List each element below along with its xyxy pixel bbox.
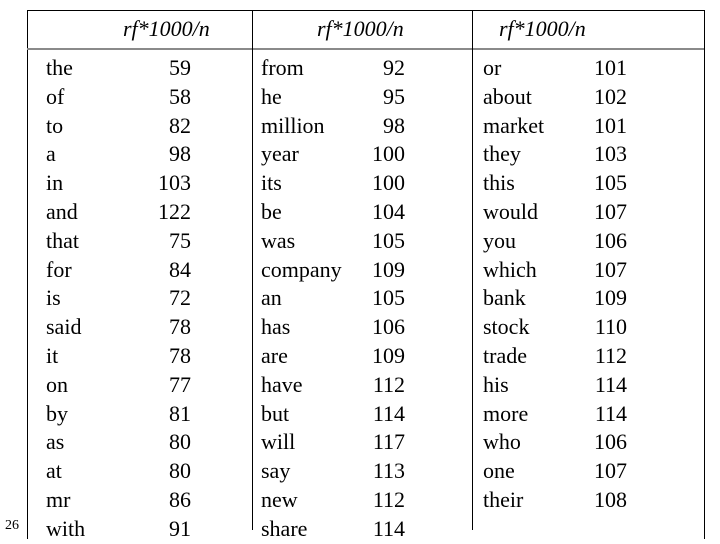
table-row — [261, 83, 461, 112]
table-row — [46, 140, 236, 169]
word-cell: that — [46, 227, 79, 253]
table-row — [483, 83, 683, 112]
value-cell: 108 — [594, 486, 627, 512]
word-cell: this — [483, 170, 515, 196]
value-cell: 114 — [372, 400, 405, 426]
table-row — [261, 140, 461, 169]
value-cell: 110 — [594, 314, 627, 340]
table-row — [46, 428, 236, 457]
table-row — [261, 428, 461, 457]
word-cell: will — [261, 429, 296, 455]
word-cell: trade — [483, 342, 527, 368]
value-cell: 114 — [594, 400, 627, 426]
word-cell: from — [261, 55, 304, 80]
table-row — [483, 256, 683, 285]
value-cell: 101 — [594, 112, 627, 138]
word-cell: by — [46, 400, 68, 426]
value-cell: 112 — [372, 486, 405, 512]
value-cell: 100 — [372, 170, 405, 196]
word-cell: but — [261, 400, 290, 426]
word-cell: million — [261, 112, 325, 138]
slide-number: 26 — [5, 518, 19, 533]
word-cell: on — [46, 371, 68, 397]
word-cell: have — [261, 371, 303, 397]
value-cell: 106 — [372, 314, 405, 340]
table-row — [483, 284, 683, 313]
table-row — [483, 54, 683, 83]
word-cell: year — [261, 141, 299, 167]
value-cell: 117 — [372, 429, 405, 455]
column-header-2: rf*1000/n — [317, 16, 404, 41]
word-cell: are — [261, 342, 288, 368]
table-row — [483, 140, 683, 169]
word-cell: its — [261, 170, 282, 196]
word-cell: new — [261, 486, 298, 512]
word-cell: who — [483, 429, 521, 455]
value-cell: 100 — [372, 141, 405, 167]
word-cell: share — [261, 515, 308, 541]
table-row — [261, 284, 461, 313]
value-cell: 103 — [594, 141, 627, 167]
table-row — [483, 457, 683, 486]
word-cell: said — [46, 314, 82, 340]
word-cell: about — [483, 83, 532, 109]
word-cell: which — [483, 256, 537, 282]
value-cell: 107 — [594, 458, 627, 484]
table-row — [261, 457, 461, 486]
word-cell: their — [483, 486, 524, 512]
table-row — [261, 169, 461, 198]
table-row — [261, 227, 461, 256]
table-row — [46, 227, 236, 256]
word-cell: the — [46, 55, 73, 80]
table-row — [46, 112, 236, 141]
table-row — [46, 83, 236, 112]
value-cell: 80 — [169, 429, 191, 455]
word-cell: stock — [483, 314, 530, 340]
table-row — [261, 256, 461, 285]
table-row — [46, 515, 236, 544]
word-cell: with — [46, 515, 86, 541]
value-cell: 112 — [372, 371, 405, 397]
value-cell: 77 — [169, 371, 191, 397]
value-cell: 109 — [372, 256, 405, 282]
value-cell: 114 — [594, 371, 627, 397]
table-row — [483, 428, 683, 457]
word-cell: he — [261, 83, 282, 109]
table-row — [483, 112, 683, 141]
value-cell: 84 — [169, 256, 191, 282]
table-row — [46, 342, 236, 371]
value-cell: 103 — [158, 170, 191, 196]
value-cell: 114 — [372, 515, 405, 541]
word-cell: of — [46, 83, 65, 109]
value-cell: 109 — [594, 285, 627, 311]
table-row — [483, 342, 683, 371]
word-cell: was — [261, 227, 296, 253]
word-cell: as — [46, 429, 65, 455]
word-cell: market — [483, 112, 545, 138]
word-cell: in — [46, 170, 64, 196]
table-row — [46, 198, 236, 227]
value-cell: 122 — [158, 198, 191, 224]
value-cell: 105 — [594, 170, 627, 196]
word-cell: company — [261, 256, 342, 282]
word-cell: or — [483, 55, 502, 80]
column-divider-2 — [472, 10, 473, 530]
table-row — [46, 256, 236, 285]
value-cell: 112 — [594, 342, 627, 368]
word-cell: bank — [483, 285, 526, 311]
table-row — [46, 284, 236, 313]
word-cell: and — [46, 198, 78, 224]
table-row — [261, 198, 461, 227]
table-row — [483, 486, 683, 515]
word-cell: say — [261, 458, 291, 484]
value-cell: 106 — [594, 227, 627, 253]
value-cell: 105 — [372, 285, 405, 311]
word-cell: at — [46, 458, 62, 484]
table-row — [483, 371, 683, 400]
word-cell: one — [483, 458, 515, 484]
table-row — [46, 371, 236, 400]
word-cell: to — [46, 112, 64, 138]
column-divider-1 — [252, 10, 253, 530]
word-cell: be — [261, 198, 282, 224]
table-row — [261, 371, 461, 400]
value-cell: 98 — [383, 112, 405, 138]
word-cell: they — [483, 141, 521, 167]
table-row — [46, 486, 236, 515]
word-cell: is — [46, 285, 61, 311]
word-cell: it — [46, 342, 59, 368]
table-row — [261, 112, 461, 141]
table-row — [483, 400, 683, 429]
header-divider — [27, 48, 704, 50]
table-row — [46, 313, 236, 342]
word-cell: more — [483, 400, 529, 426]
value-cell: 81 — [169, 400, 191, 426]
word-column-2 — [261, 54, 461, 544]
table-row — [46, 457, 236, 486]
value-cell: 58 — [169, 83, 191, 109]
table-row — [261, 400, 461, 429]
word-cell: you — [483, 227, 516, 253]
column-header-1: rf*1000/n — [123, 16, 210, 41]
value-cell: 95 — [383, 83, 405, 109]
table-row — [483, 313, 683, 342]
value-cell: 59 — [169, 55, 191, 80]
word-cell: mr — [46, 486, 71, 512]
value-cell: 102 — [594, 83, 627, 109]
value-cell: 107 — [594, 256, 627, 282]
value-cell: 75 — [169, 227, 191, 253]
word-cell: would — [483, 198, 538, 224]
value-cell: 78 — [169, 314, 191, 340]
value-cell: 86 — [169, 486, 191, 512]
table-row — [46, 54, 236, 83]
column-header-3: rf*1000/n — [499, 16, 586, 41]
table-row — [483, 227, 683, 256]
table-row — [261, 313, 461, 342]
table-row — [483, 198, 683, 227]
word-cell: his — [483, 371, 509, 397]
value-cell: 80 — [169, 458, 191, 484]
value-cell: 98 — [169, 141, 191, 167]
value-cell: 92 — [383, 55, 405, 80]
value-cell: 91 — [169, 515, 191, 541]
table-row — [46, 400, 236, 429]
word-cell: for — [46, 256, 72, 282]
word-column-3 — [483, 54, 683, 515]
value-cell: 107 — [594, 198, 627, 224]
table-row — [261, 342, 461, 371]
value-cell: 113 — [372, 458, 405, 484]
value-cell: 72 — [169, 285, 191, 311]
table-row — [261, 486, 461, 515]
table-row — [261, 54, 461, 83]
value-cell: 101 — [594, 55, 627, 80]
table-row — [483, 169, 683, 198]
table-row — [261, 515, 461, 544]
table-row — [46, 169, 236, 198]
word-column-1 — [46, 54, 236, 544]
value-cell: 109 — [372, 342, 405, 368]
value-cell: 104 — [372, 198, 405, 224]
value-cell: 82 — [169, 112, 191, 138]
value-cell: 78 — [169, 342, 191, 368]
word-cell: an — [261, 285, 282, 311]
word-cell: has — [261, 314, 291, 340]
value-cell: 105 — [372, 227, 405, 253]
value-cell: 106 — [594, 429, 627, 455]
word-cell: a — [46, 141, 56, 167]
